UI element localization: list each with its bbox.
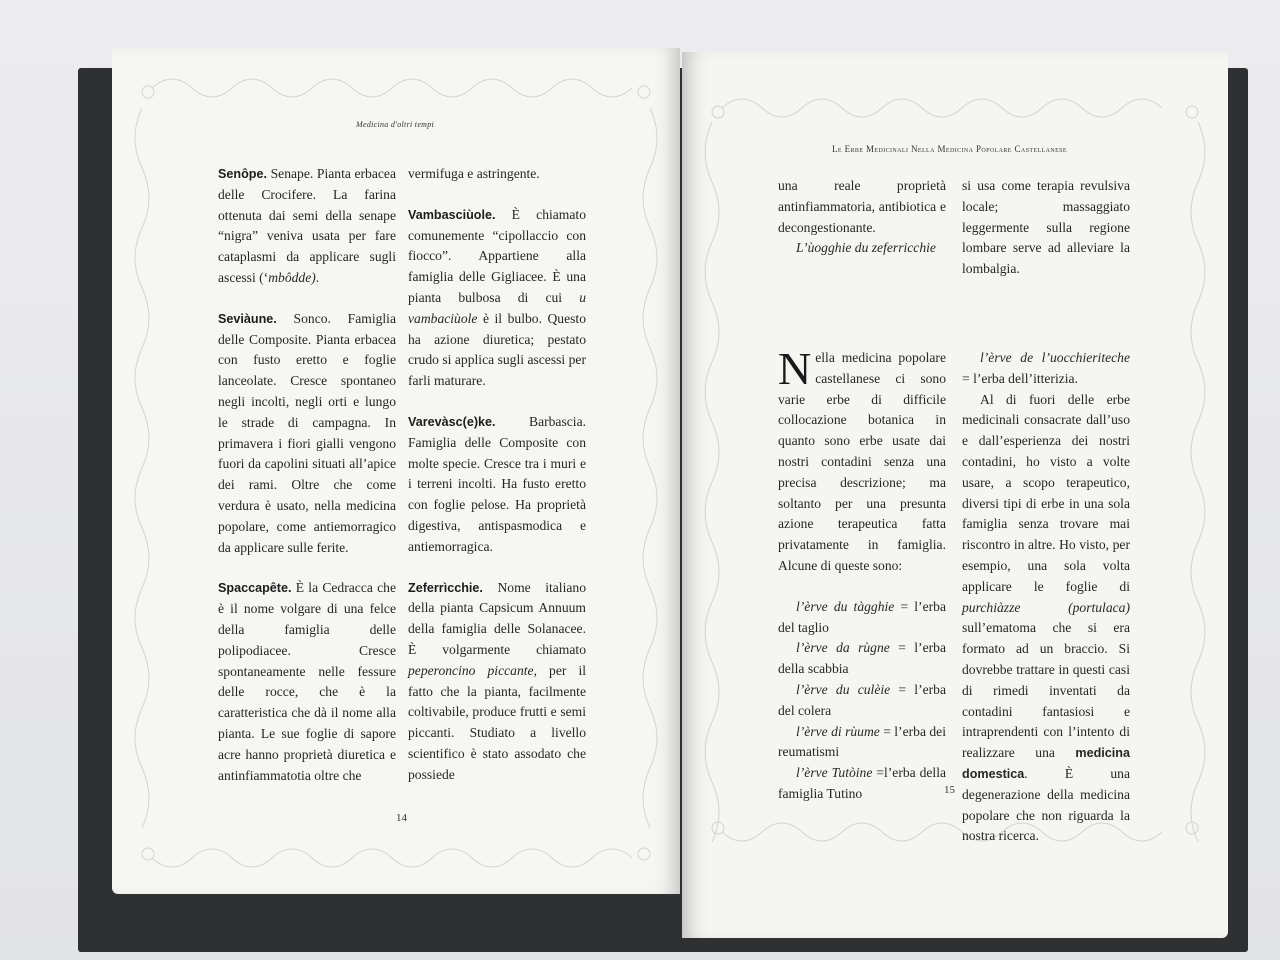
left-column-1	[218, 164, 396, 806]
page-number: 15	[944, 784, 955, 796]
continued-italic: L’ùogghie du zeferricchie	[796, 240, 936, 256]
entry-senope: Senôpe. Senape. Pianta erbacea delle Crocifere. La farina ottenuta dai semi della senape “nigra” veniva usata per fare cataplasmi da applicare sugli ascessi (‘mbôdde).	[218, 166, 396, 285]
list-item: l’èrve di rùume = l’erba dei reumatismi	[778, 723, 946, 760]
left-page	[112, 48, 680, 894]
entry-vambasciuole: Vambasciùole. È chiamato comunemente “cipollaccio con fiocco”. Appartiene alla famiglia delle Gigliacee. È una pianta bulbosa di cui u vambaciùole è il bulbo. Questo ha azione diuretica; pestato crudo si applica sugli ascessi per farli maturare.	[408, 206, 586, 389]
entry-term: Zeferrìcchie.	[408, 580, 483, 595]
right-page	[682, 52, 1228, 938]
entry-term: Spaccapête.	[218, 581, 292, 596]
list-item: l’èrve du culèie = l’erba del colera	[778, 681, 946, 718]
entry-seviaune: Seviàune. Sonco. Famiglia delle Composite. Pianta erbacea con fusto eretto e foglie lanceolate. Cresce spontaneo negli incolti, negli orti e lungo le strade di campagna. In primavera i fiori gialli vengono fuori da capolini situati all’apice dei rami. Oltre che come verdura è usato, nella medicina popolare, come antiemorragico da applicare sulle ferite.	[218, 310, 396, 555]
drop-cap: N	[778, 343, 812, 394]
right-top-column-2	[962, 176, 1130, 280]
page-border-ornament	[112, 48, 680, 894]
entry-term: Vambasciùole.	[408, 207, 496, 222]
body-paragraph: Al di fuori delle erbe medicinali consacrate dall’uso e dall’esperienza dei nostri contadini, ho visto a volte usare, a scopo terapeutico, diversi tipi di erbe in una sola famiglia senza trovare mai riscontro in altre. Ho visto, per esempio, una sola volta applicare le foglie di purchiàzze (portulaca) sull’ematoma che si era formato ad un braccio. Si dovrebbe trattare in questi casi di rimedi inventati da contadini fantasiosi e intraprendenti con l’intento di realizzare una medicina domestica. È una degenerazione della medicina popolare che non riguarda la nostra ricerca.	[962, 391, 1130, 844]
list-item: l’èrve du tàgghie = l’erba del taglio	[778, 598, 946, 635]
intro-paragraph: Nella medicina popolare castellanese ci sono varie erbe di difficile collocazione botanica in quanto sono erbe usate dai nostri contadini senza una precisa descrizione; ma soltanto per una presunta azione terapeutica fatta privatamente in famiglia. Alcune di queste sono:	[778, 343, 946, 573]
right-bottom-column-1	[778, 343, 947, 805]
page-number: 14	[396, 812, 407, 824]
list-item: l’èrve de l’uocchieriteche = l’erba dell’itterizia.	[962, 350, 1130, 386]
page-border-ornament	[682, 52, 1228, 938]
entry-term: Varevàsc(e)ke.	[408, 414, 496, 429]
continued-text: vermifuga e astringente.	[408, 166, 540, 181]
right-top-column-1	[778, 176, 946, 259]
entry-term: Senôpe.	[218, 167, 267, 181]
left-column-2	[408, 164, 586, 806]
running-head: Le Erbe Medicinali Nella Medicina Popolare Castellanese	[832, 144, 1067, 154]
continued-text: si usa come terapia revulsiva locale; massaggiato leggermente sulla regione lombare serve ad alleviare la lombalgia.	[962, 178, 1130, 277]
list-item: l’èrve da rùgne = l’erba della scabbia	[778, 640, 946, 677]
list-item: l’èrve Tutòine =l’erba della famiglia Tutino	[778, 765, 947, 801]
right-bottom-column-2	[962, 348, 1130, 847]
continued-text: una reale proprietà antinfiammatoria, antibiotica e decongestionante.	[778, 178, 946, 235]
entry-zeferricchie: Zeferrìcchie. Nome italiano della pianta Capsicum Annuum della famiglia delle Solanacee. È volgarmente chiamato peperoncino piccante, per il fatto che la pianta, facilmente coltivabile, produce frutti e semi piccanti. Studiato a livello scientifico è stato assodato che possiede	[408, 579, 587, 782]
entry-varevasceke: Varevàsc(e)ke. Barbascia. Famiglia delle Composite con molte specie. Cresce tra i muri e i terreni incolti. Ha fusto eretto con foglie pelose. Ha proprietà digestiva, antispasmodica e antiemorragica.	[408, 413, 586, 554]
entry-term: Seviàune.	[218, 311, 277, 326]
entry-spaccapete: Spaccapête. È la Cedracca che è il nome volgare di una felce della famiglia delle polipodiacee. Cresce spontaneamente nelle fessure delle rocce, che è la caratteristica che dà il nome alla pianta. Le sue foglie di sapore acre hanno proprietà diuretica e antinfiammatotia oltre che	[218, 580, 396, 783]
running-head: Medicina d'oltri tempi	[356, 120, 435, 129]
